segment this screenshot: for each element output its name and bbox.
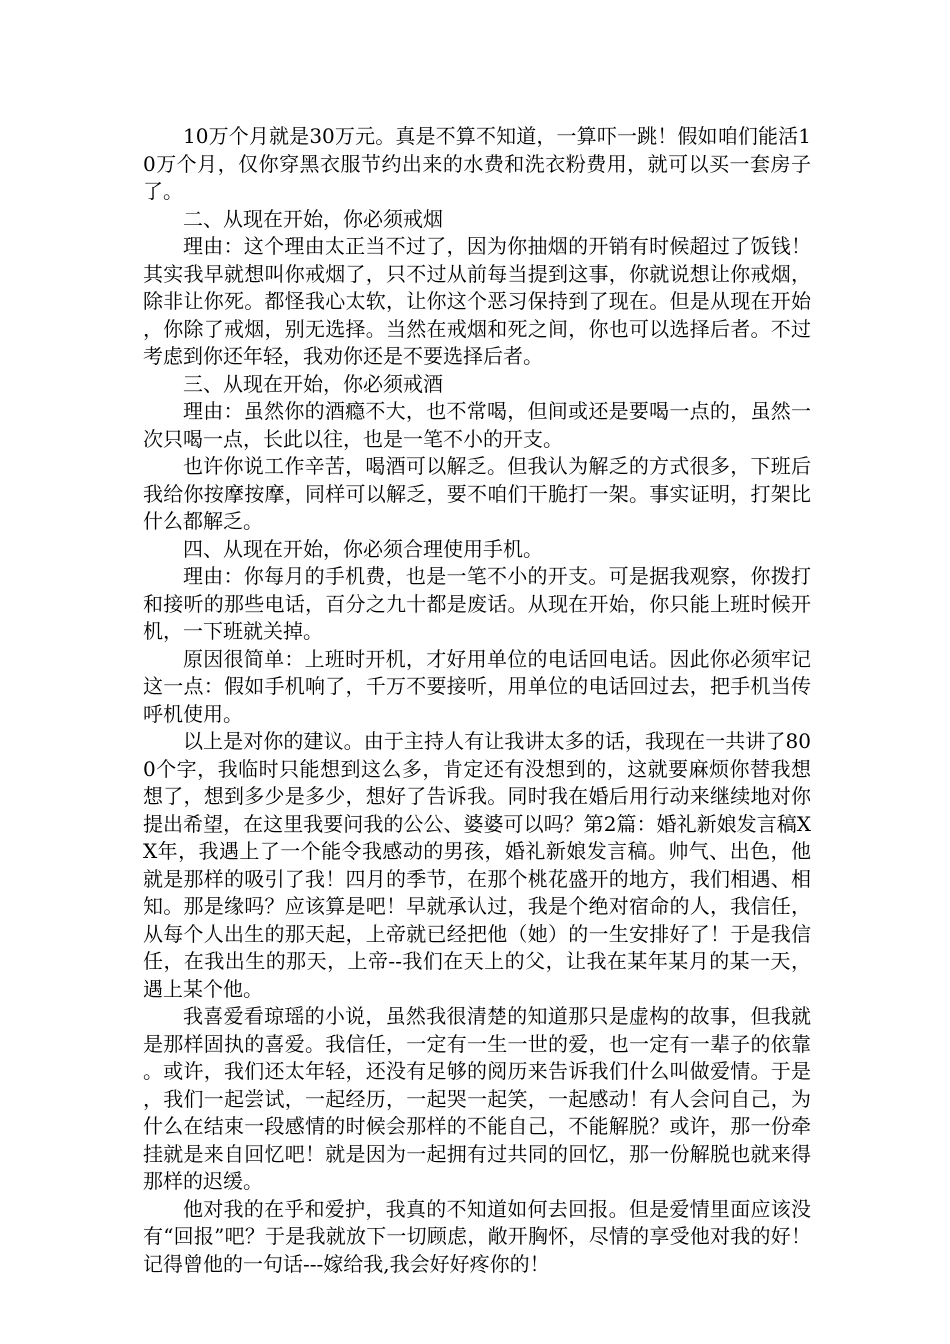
section-heading-phone-use: 四、从现在开始，你必须合理使用手机。 <box>183 536 543 561</box>
paragraph-summary-and-bride-speech: 以上是对你的建议。由于主持人有让我讲太多的话，我现在一共讲了800个字，我临时只能想到这么多，肯定还有没想到的，这就要麻烦你替我想想了，想到多少是多少，想好了告诉我。同时我在婚后用行动来继续地对你提出希望，在这里我要问我的公公、婆婆可以吗？第2篇：婚礼新娘发言稿XX年，我遇上了一个能令我感动的男孩，婚礼新娘发言稿。帅气、出色，他就是那样的吸引了我！四月的季节，在那个桃花盛开的地方，我们相遇、相知。那是缘吗？应该算是吧！早就承认过，我是个绝对宿命的人，我信任，从每个人出生的那天起，上帝就已经把他（她）的一生安排好了！于是我信任，在我出生的那天，上帝--我们在天上的父，让我在某年某月的某一天，遇上某个他。 <box>143 729 811 1001</box>
paragraph-drinking-relief: 也许你说工作辛苦，喝酒可以解乏。但我认为解乏的方式很多，下班后我给你按摩按摩，同样可以解乏，要不咱们干脆打一架。事实证明，打架比什么都解乏。 <box>143 454 811 533</box>
document-body <box>143 123 811 1278</box>
paragraph-love-reflection: 我喜爱看琼瑶的小说，虽然我很清楚的知道那只是虚构的故事，但我就是那样固执的喜爱。我信任，一定有一生一世的爱，也一定有一辈子的依靠。或许，我们还太年轻，还没有足够的阅历来告诉我们什么叫做爱情。于是，我们一起尝试，一起经历，一起哭一起笑，一起感动！有人会问自己，为什么在结束一段感情的时候会那样的不能自己，不能解脱？或许，那一份牵挂就是来自回忆吧！就是因为一起拥有过共同的回忆，那一份解脱也就来得那样的迟缓。 <box>143 1004 811 1193</box>
paragraph-savings-calculation: 10万个月就是30万元。真是不算不知道，一算吓一跳！假如咱们能活10万个月，仅你穿黑衣服节约出来的水费和洗衣粉费用，就可以买一套房子了。 <box>143 124 811 203</box>
paragraph-phone-reason: 理由：你每月的手机费，也是一笔不小的开支。可是据我观察，你拨打和接听的那些电话，百分之九十都是废话。从现在开始，你只能上班时候开机，一下班就关掉。 <box>143 564 811 643</box>
paragraph-gratitude: 他对我的在乎和爱护，我真的不知道如何去回报。但是爱情里面应该没有“回报”吧？于是我就放下一切顾虑，敞开胸怀，尽情的享受他对我的好！记得曾他的一句话---嫁给我,我会好好疼你的！ <box>143 1196 811 1276</box>
paragraph-phone-explanation: 原因很简单：上班时开机，才好用单位的电话回电话。因此你必须牢记这一点：假如手机响了，千万不要接听，用单位的电话回过去，把手机当传呼机使用。 <box>143 646 811 726</box>
section-heading-quit-smoking: 二、从现在开始，你必须戒烟 <box>183 206 443 231</box>
section-heading-quit-drinking: 三、从现在开始，你必须戒酒 <box>183 371 443 396</box>
paragraph-drinking-reason: 理由：虽然你的酒瘾不大，也不常喝，但间或还是要喝一点的，虽然一次只喝一点，长此以往，也是一笔不小的开支。 <box>143 399 811 451</box>
paragraph-smoking-reason: 理由：这个理由太正当不过了，因为你抽烟的开销有时候超过了饭钱！其实我早就想叫你戒烟了，只不过从前每当提到这事，你就说想让你戒烟，除非让你死。都怪我心太软，让你这个恶习保持到了现在。但是从现在开始，你除了戒烟，别无选择。当然在戒烟和死之间，你也可以选择后者。不过考虑到你还年轻，我劝你还是不要选择后者。 <box>143 234 811 368</box>
